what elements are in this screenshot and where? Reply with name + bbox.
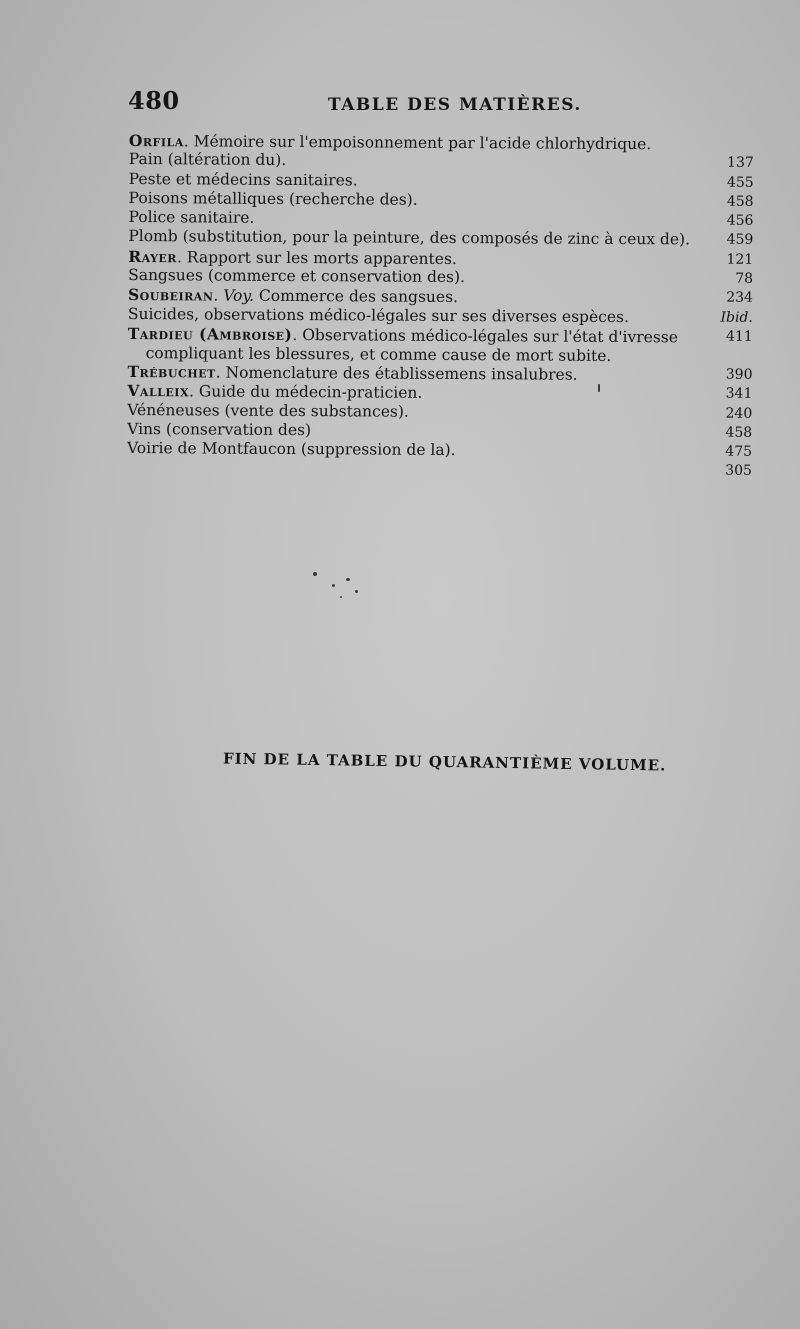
running-title: TABLE DES MATIÈRES. <box>328 95 582 115</box>
entry-text: Observations médico-légales sur l'état d'ivresse <box>302 326 679 347</box>
entry-text: Guide du médecin-praticien. <box>198 382 423 403</box>
entry-author: Rayer <box>128 246 178 267</box>
entry-author: Trébuchet <box>127 361 216 382</box>
toc-entry: Tardieu (Ambroise). Observations médico-légales sur l'état d'ivresse compliquant les blessures, et comme cause de mort subite. 411 <box>127 323 753 365</box>
entry-text-continuation: compliquant les blessures, et comme cause de mort subite. <box>145 344 612 365</box>
toc-entry: Soubeiran. Voy. Commerce des sangsues. 234 <box>127 285 754 307</box>
entry-page: 390 <box>725 366 753 383</box>
ink-speck <box>355 590 358 593</box>
entry-page: 456 <box>726 212 754 230</box>
entry-page: 458 <box>726 193 754 210</box>
entry-page: 240 <box>725 405 753 422</box>
entry-author: Orfila <box>128 131 184 151</box>
entry-page: 305 <box>725 463 752 480</box>
entry-page: 411 <box>725 328 753 345</box>
entry-text: Pain (altération du). <box>128 150 287 170</box>
entry-text: Plomb (substitution, pour la peinture, des composés de zinc à ceux de). <box>128 227 691 249</box>
toc-entry: Trébuchet. Nomenclature des établissemens insalubres. 390 <box>127 361 753 384</box>
entry-page: 121 <box>726 251 754 268</box>
entry-page: 341 <box>725 385 753 403</box>
entry-page: 455 <box>726 174 754 191</box>
entry-page: 234 <box>726 290 754 307</box>
entry-text: Voirie de Montfaucon (suppression de la). <box>127 439 456 460</box>
entry-text: Sangsues (commerce et conservation des). <box>128 266 466 287</box>
entry-text: Vénéneuses (vente des substances). <box>127 400 409 421</box>
end-of-table-note <box>0 749 800 775</box>
entry-text: Peste et médecins sanitaires. <box>128 169 358 189</box>
toc-entry: Valleix. Guide du médecin-praticien. 341 <box>127 381 753 403</box>
toc-entry: Rayer. Rapport sur les morts apparentes. 121 <box>128 246 754 268</box>
entry-page: 459 <box>726 232 754 249</box>
page-header <box>128 86 768 126</box>
entry-page: 475 <box>725 443 753 460</box>
table-of-contents <box>127 131 754 482</box>
entry-page: 458 <box>725 424 753 441</box>
entry-see-also: Voy. <box>223 286 255 306</box>
entry-text: Commerce des sangsues. <box>258 287 459 307</box>
page-number: 480 <box>128 86 180 115</box>
toc-entry <box>127 458 752 481</box>
entry-text: Mémoire sur l'empoisonnement par l'acide chlorhydrique. <box>193 132 652 154</box>
entry-author: Valleix <box>127 381 190 401</box>
entry-page: Ibid. <box>720 309 753 326</box>
entry-text: Vins (conservation des) <box>127 419 312 439</box>
ink-speck <box>346 578 350 581</box>
ink-speck <box>332 584 335 587</box>
entry-page: 78 <box>735 270 754 287</box>
entry-text: Rapport sur les morts apparentes. <box>186 248 457 268</box>
ink-speck <box>313 572 317 576</box>
entry-author: Tardieu (Ambroise) <box>127 323 293 344</box>
entry-author: Soubeiran <box>127 285 214 305</box>
toc-entry: Orfila. Mémoire sur l'empoisonnement par l'acide chlorhydrique. <box>128 131 652 154</box>
entry-page: 137 <box>727 154 754 172</box>
entry-text: Poisons métalliques (recherche des). <box>128 188 418 209</box>
entry-text: Suicides, observations médico-légales sur ses diverses espèces. <box>127 304 629 326</box>
entry-text: Police sanitaire. <box>128 208 255 227</box>
end-of-table-text: FIN DE LA TABLE DU QUARANTIÈME VOLUME. <box>223 749 667 775</box>
entry-text: Nomenclature des établissemens insalubres. <box>225 363 578 384</box>
ink-speck <box>340 596 342 598</box>
